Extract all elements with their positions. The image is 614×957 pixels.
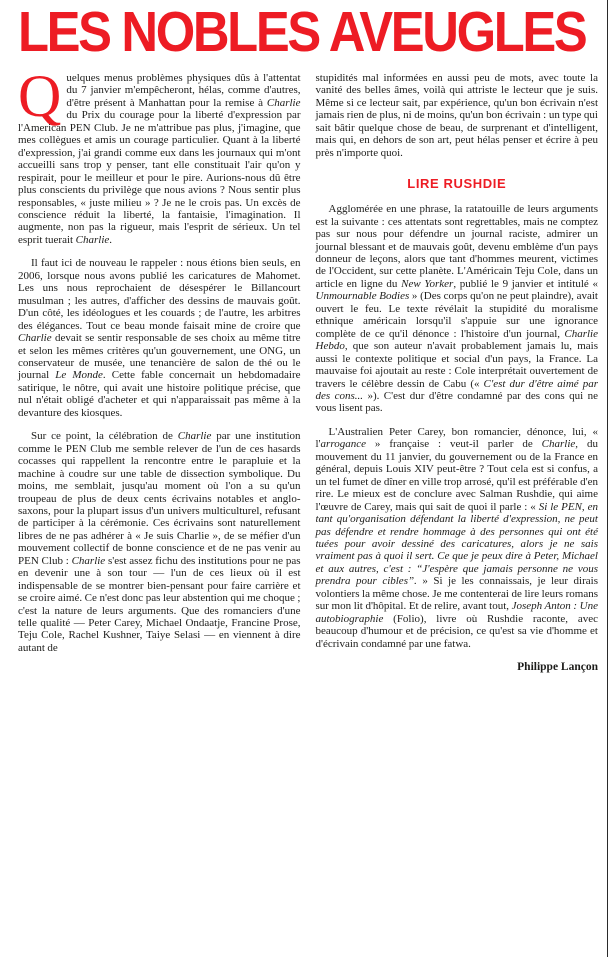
- article-paragraph: Agglomérée en une phrase, la ratatouille de leurs arguments est la suivante : ces attentats sont regrettables, mais ne comptez pas sur nous pour défendre un journal raciste, admirer un journal blessant et de mauvais goût, devenu emblème d'un pays donneur de leçons, alors que tant d'hommes meurent, victimes de l'Occident, sur cette planète. L'Américain Teju Cole, dans un article en ligne du New Yorker, publié le 9 janvier et intitulé « Unmournable Bodies » (Des corps qu'on ne peut plaindre), avait ouvert le feu. Le texte révélait la stupidité du moralisme ethnique américain lorsqu'il s'appuie sur une ignorance complète de ce qu'il dénonce : l'histoire d'un journal, Charlie Hebdo, que son auteur n'avait probablement jamais lu, mais aussi le contexte politique et social d'un pays, la France. La mauvaise foi ajoutait au reste : Cole interprétait ouvertement de travers le célèbre dessin de Cabu (« C'est dur d'être aimé par des cons... »). C'est dur d'être condamné par des cons qui ne vous lisent pas.: [315, 203, 598, 415]
- article-paragraph: Sur ce point, la célébration de Charlie par une institution comme le PEN Club me semble relever de l'un de ces hasards cocasses qui rappellent la rencontre entre le parapluie et la machine à coudre sur une table de dissection symbolique. Du moins, me semblait, jusqu'au moment où l'on a su qu'un troupeau de plus de deux cents écrivains notables et anglo-saxons, pour la plupart issus d'un univers multiculturel, refusant de participer à la cérémonie. Ces écrivains sont naturellement libres de ne pas adhérer à « Je suis Charlie », de se méfier d'un mouvement collectif de bonne conscience et de ne pas venir au PEN Club : Charlie s'est assez fichu des institutions pour ne pas en devenir une à son tour — l'un de ces lieux où il est indispensable de se montrer bien-pensant pour faire carrière et se croire aimé. Ce n'est donc pas leur abstention qui me choque ; c'est la nature de leurs arguments. Que des romanciers d'une telle qualité — Peter Carey, Michael Ondaatje, Francine Prose, Teju Cole, Rachel Kushner, Taiye Selasi — en viennent à dire autant de: [18, 430, 301, 654]
- page-title: LES NOBLES AVEUGLES: [18, 0, 586, 64]
- right-column: [316, 72, 599, 673]
- page-edge-rule: [607, 0, 608, 957]
- article-paragraph: Il faut ici de nouveau le rappeler : nous étions bien seuls, en 2006, lorsque nous avons publié les caricatures de Mahomet. Les uns nous reprochaient de désespérer le Billancourt musulman ; les autres, d'afficher des dessins de mauvais goût. D'un côté, les idéologues et les couards ; de l'autre, les arbitres des élégances. Tout ce beau monde faisait mine de croire que Charlie devait se sentir responsable de ses choix au même titre et selon les mêmes critères qu'un gouvernement, une ONG, un conservateur de musée, une tenancière de salon de thé ou le journal Le Monde. Cette fable concernait un hebdomadaire satirique, le nôtre, qui avait une histoire politique précise, que nul n'était obligé d'acheter et qui n'apparaissait pas même à la devanture des kiosques.: [18, 257, 301, 419]
- author-byline: Philippe Lançon: [517, 661, 598, 674]
- article-columns: [18, 63, 598, 674]
- drop-cap: Q: [18, 63, 62, 129]
- article-paragraph: L'Australien Peter Carey, bon romancier, dénonce, lui, « l'arrogance » française : veut-il parler de Charlie, du mouvement du 11 janvier, du gouvernement ou de la France en général, depuis Louis XIV peut-être ? Tout cela est si confus, a un tel fumet de dîner en ville trop arrosé, qu'il est préférable d'en rire. Le mieux est de conclure avec Salman Rushdie, qui aime l'œuvre de Carey, mais qui sait de quoi il parle : « Si le PEN, en tant qu'organisation défendant la liberté d'expression, ne peut pas défendre et rendre hommage à des personnes qui ont été tuées pour avoir dessiné des caricatures, alors je ne sais vraiment pas à quoi il sert. Ce que je peux dire à Peter, Michael et aux autres, c'est : “J'espère que jamais personne ne vous prendra pour cibles”. » Si je les connaissais, je leur dirais volontiers la même chose. Je me contenterai de lire leurs romans sur mon lit d'hôpital. Et de relire, avant tout, Joseph Anton : Une autobiographie (Folio), livre où Rushdie raconte, avec beaucoup d'humour et de précision, ce qu'est sa vie d'homme et d'écrivain condamné par une fatwa.: [315, 425, 598, 650]
- left-column: [18, 63, 301, 665]
- article-paragraph: stupidités mal informées en aussi peu de mots, avec toute la vanité des belles âmes, voilà qui attriste le lecteur que je suis. Même si ce lecteur sait, par expérience, qu'un bon écrivain n'est jamais rien de plus, ni de moins, qu'un bon écrivain : un type qui sait bâtir quelque chose de beau, de surprenant et d'intelligent, mais qui, en dehors de son art, peut hélas penser et écrire à peu près n'importe quoi.: [315, 72, 598, 159]
- article-paragraph: Quelques menus problèmes physiques dûs à l'attentat du 7 janvier m'empêcheront, hélas, comme d'autres, d'être présent à Manhattan pour la remise à Charlie du Prix du courage pour la liberté d'expression par l'American PEN Club. Je ne m'attribue pas plus, j'imagine, que mes collègues et amis un courage particulier. Quant à la liberté d'expression, j'ai grandi comme eux dans les journaux qui m'ont accueilli sans trop y penser, tant elle constituait l'air qu'on y respirait, pour le meilleur et pour le pire. Aurions-nous dû être plus conscients du privilège que nous avions ? Nous sentir plus responsables, « juste milieu » ? Je ne le crois pas. Un excès de conscience réduit la liberté, la fantaisie, l'imagination. Il augmente, non pas la rigueur, mais l'esprit de sérieux. Un tel esprit tuerait Charlie.: [18, 63, 301, 246]
- section-subhead: LIRE RUSHDIE: [407, 176, 507, 192]
